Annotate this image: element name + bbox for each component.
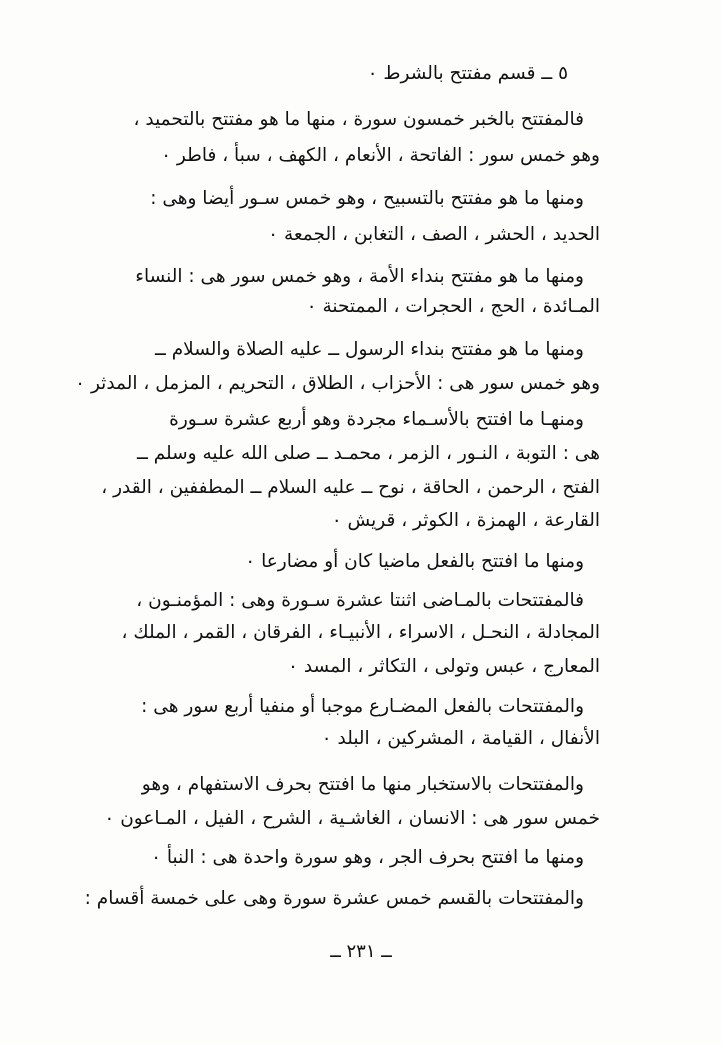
text-line-23: والمفتتحات بالقسم خمس عشرة سورة وهى على خمسة أقسام :	[84, 888, 584, 909]
text-line-13: القارعة ، الهمزة ، الكوثر ، قريش ٠	[331, 510, 600, 531]
text-line-14: ومنها ما افتتح بالفعل ماضيا كان أو مضارعا ٠	[245, 551, 584, 572]
text-line-22: ومنها ما افتتح بحرف الجر ، وهو سورة واحدة هى : النبأ ٠	[151, 847, 584, 868]
text-line-16: المجادلة ، النحـل ، الاسراء ، الأنبيـاء ، الفرقان ، القمر ، الملك ،	[121, 622, 600, 643]
page-number: ــ ٢٣١ ــ	[330, 941, 392, 962]
text-line-15: فالمفتتحات بالمـاضى اثنتا عشرة سـورة وهى : المؤمنـون ،	[136, 590, 584, 611]
text-line-5: الحديد ، الحشر ، الصف ، التغابن ، الجمعة ٠	[268, 224, 600, 245]
text-line-7: المـائدة ، الحج ، الحجرات ، الممتحنة ٠	[306, 296, 600, 317]
text-line-20: والمفتتحات بالاستخبار منها ما افتتح بحرف الاستفهام ، وهو	[141, 774, 584, 795]
text-line-21: خمس سور هى : الانسان ، الغاشـية ، الشرح ، الفيل ، المـاعون ٠	[104, 808, 600, 829]
text-line-18: والمفتتحات بالفعل المضـارع موجبا أو منفيا أربع سور هى :	[141, 696, 584, 717]
text-line-8: ومنها ما هو مفتتح بنداء الرسول ــ عليه الصلاة والسلام ــ	[155, 339, 584, 360]
text-line-12: الفتح ، الرحمن ، الحاقة ، نوح ــ عليه السلام ــ المطففين ، القدر ،	[101, 477, 600, 498]
text-line-10: ومنهـا ما افتتح بالأسـماء مجردة وهو أربع عشرة سـورة	[169, 409, 584, 430]
text-line-6: ومنها ما هو مفتتح بنداء الأمة ، وهو خمس سور هى : النساء	[135, 266, 584, 287]
text-line-17: المعارج ، عبس وتولى ، التكاثر ، المسد ٠	[288, 656, 600, 677]
text-line-19: الأنفال ، القيامة ، المشركين ، البلد ٠	[321, 728, 600, 749]
text-line-3: وهو خمس سور : الفاتحة ، الأنعام ، الكهف ، سبأ ، فاطر ٠	[161, 145, 600, 166]
text-line-1: ٥ ــ قسم مفتتح بالشرط ٠	[367, 63, 568, 84]
text-line-4: ومنها ما هو مفتتح بالتسبيح ، وهو خمس سـور أيضا وهى :	[150, 188, 584, 209]
text-line-2: فالمفتتح بالخبر خمسون سورة ، منها ما هو مفتتح بالتحميد ،	[133, 109, 584, 130]
text-line-11: هى : التوبة ، النـور ، الزمر ، محمـد ــ صلى الله عليه وسلم ــ	[137, 443, 600, 464]
text-line-9: وهو خمس سور هى : الأحزاب ، الطلاق ، التحريم ، المزمل ، المدثر ٠	[75, 373, 600, 394]
